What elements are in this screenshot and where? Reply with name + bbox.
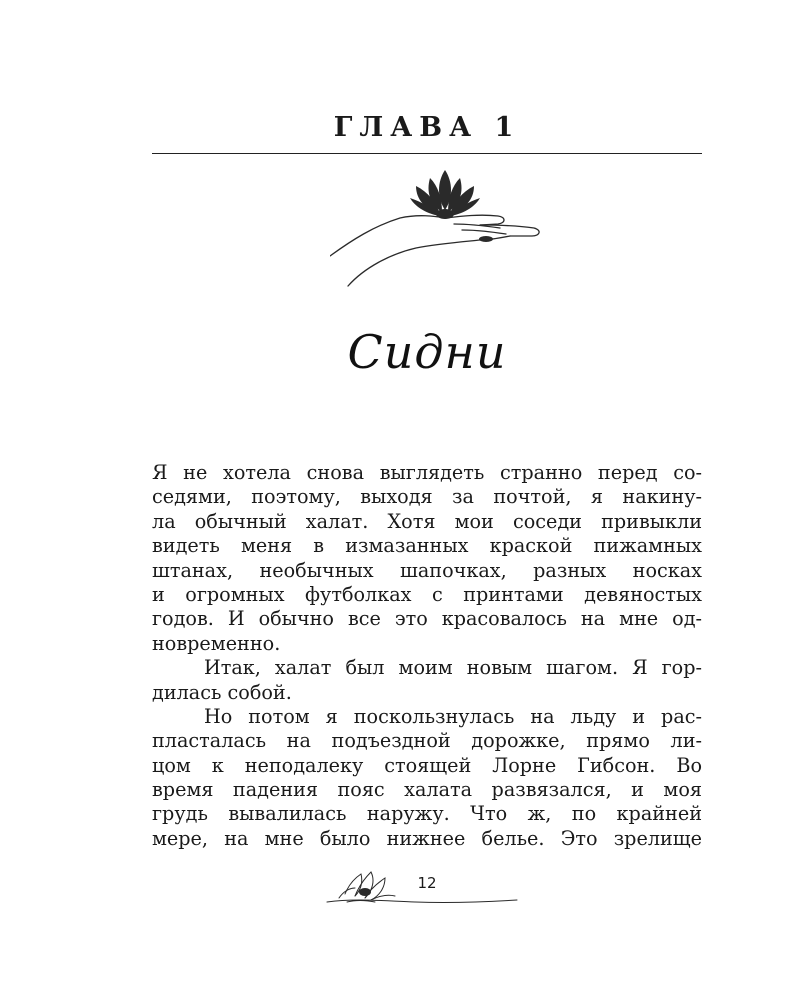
chapter-title: ГЛАВА 1 xyxy=(333,112,521,143)
text-line: мере, на мне было нижнее белье. Это зрелище xyxy=(152,826,702,850)
text-line: время падения пояс халата развязался, и моя xyxy=(152,778,702,802)
text-line: годов. И обычно все это красовалось на мне од- xyxy=(152,607,702,631)
chapter-divider xyxy=(152,153,702,154)
text-line: дилась собой. xyxy=(152,680,292,704)
text-line: цом к неподалеку стоящей Лорне Гибсон. Во xyxy=(152,753,702,777)
text-line: новременно. xyxy=(152,631,281,655)
text-line: Я не хотела снова выглядеть странно перед со- xyxy=(152,461,702,484)
text-line: и огромных футболках с принтами девяностых xyxy=(152,582,702,606)
text-line: седями, поэтому, выходя за почтой, я накину- xyxy=(152,485,702,509)
text-line: Итак, халат был моим новым шагом. Я гор- xyxy=(204,656,702,680)
lotus-on-hand-icon xyxy=(330,168,560,288)
text-line: Но потом я поскользнулась на льду и рас- xyxy=(204,704,702,728)
chapter-body-text xyxy=(152,461,702,851)
text-line: пласталась на подъездной дорожке, прямо ли- xyxy=(152,729,702,753)
text-line: штанах, необычных шапочках, разных носках xyxy=(152,558,702,582)
text-line: ла обычный халат. Хотя мои соседи привыкли xyxy=(152,509,702,533)
text-line: видеть меня в измазанных краской пижамных xyxy=(152,534,702,558)
page-number: 12 xyxy=(417,874,437,892)
text-line: грудь вывалилась наружу. Что ж, по крайней xyxy=(152,802,702,826)
narrator-name: Сидни xyxy=(347,325,507,379)
